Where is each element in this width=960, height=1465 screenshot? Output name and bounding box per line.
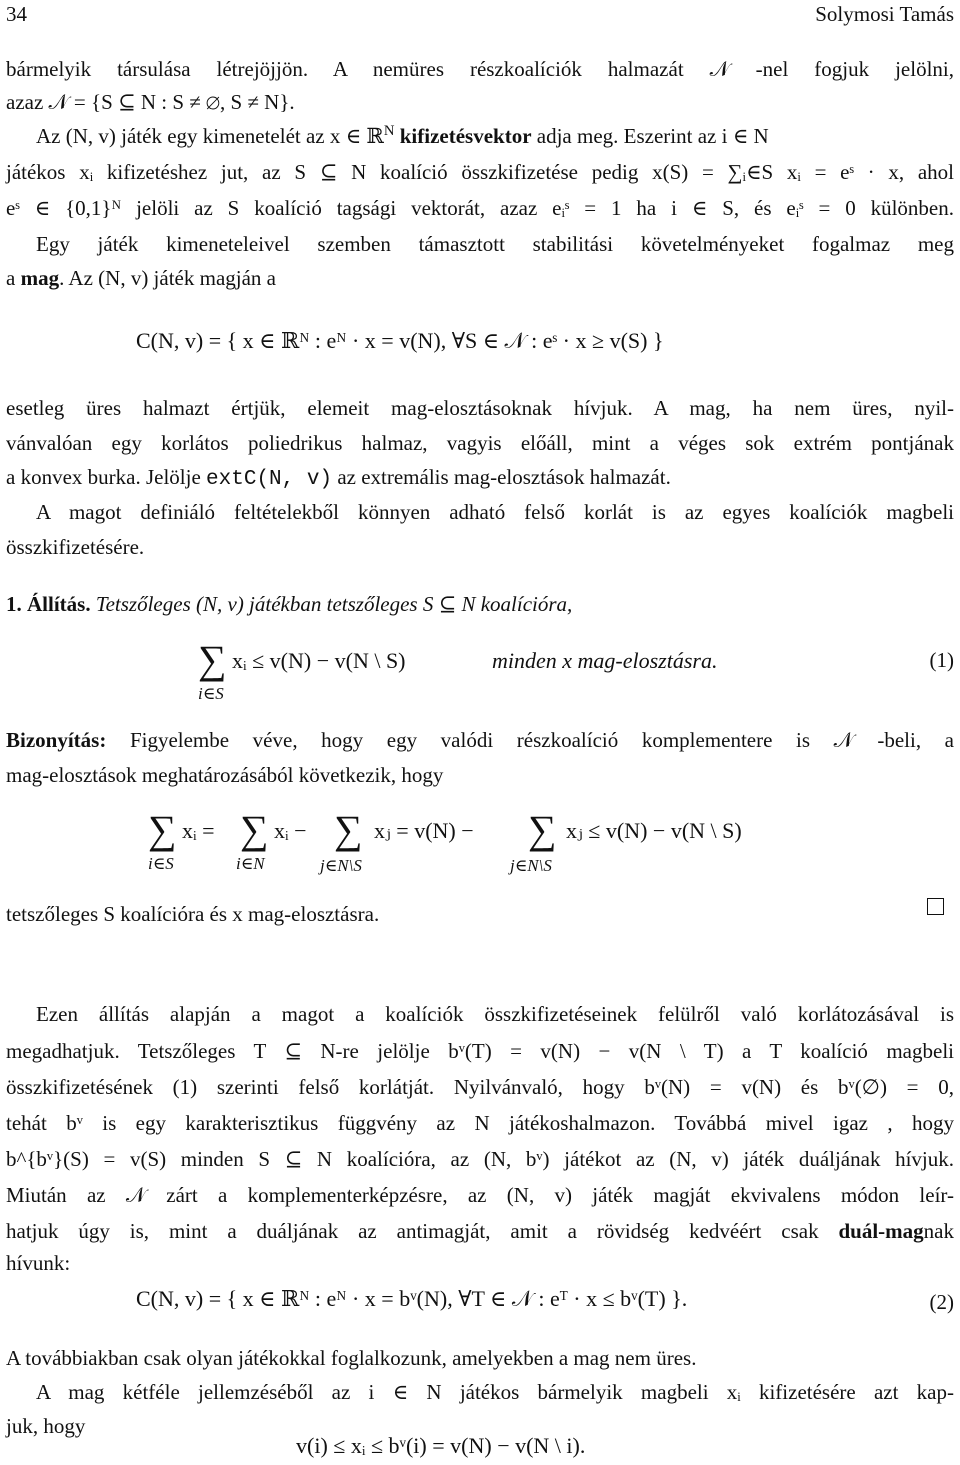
text-line: bármelyik társulása létrejöjjön. A nemüres részkoalíciók halmazát 𝒩 -nel fogjuk jelölni, <box>6 57 954 81</box>
term-dual-mag: duál-mag <box>838 1219 924 1243</box>
equation-number-1: (1) <box>929 648 954 672</box>
sum-symbol: ∑ <box>334 807 363 852</box>
equation-core: C(N, v) = { x ∈ ℝᴺ : eᴺ · x = v(N), ∀S ∈ 𝒩 : eˢ · x ≥ v(S) } <box>136 328 664 353</box>
text-span: . Az (N, v) játék magján a <box>59 266 276 290</box>
text-line <box>6 463 671 494</box>
equation-proof-term: xᵢ = <box>182 818 215 843</box>
term-kifizetesvektor: kifizetésvektor <box>394 124 532 148</box>
qed-square-icon <box>927 898 944 915</box>
ext-core-symbol: extC(N, v) <box>206 468 333 491</box>
claim-line <box>6 590 572 618</box>
page-number: 34 <box>6 2 27 26</box>
proof-label: Bizonyítás: <box>6 728 107 752</box>
claim-label: 1. Állítás. <box>6 592 91 616</box>
text-line <box>6 264 276 292</box>
text-line: vánvalóan egy korlátos poliedrikus halmaz, vagyis előáll, mint a véges sok extrém pontjának <box>6 431 954 455</box>
sum-index: j∈N\S <box>320 856 362 875</box>
sum-index: i∈N <box>236 854 265 873</box>
sum-index: i∈S <box>148 854 174 873</box>
text-span: nak <box>923 1219 954 1243</box>
text-span: Figyelembe véve, hogy egy valódi részkoalíció komplementere is 𝒩 -beli, a <box>106 728 954 752</box>
sum-symbol: ∑ <box>198 637 227 682</box>
text-line: Ezen állítás alapján a magot a koalíciók összkifizetéseinek felülről való korlátozásával is <box>36 1002 954 1026</box>
text-line: játékos xᵢ kifizetéshez jut, az S ⊆ N koalíció összkifizetése pedig x(S) = ∑ᵢ∈S xᵢ = eˢ · x, ahol <box>6 160 954 184</box>
text-line: juk, hogy <box>6 1414 86 1438</box>
text-line: hívunk: <box>6 1251 71 1275</box>
sum-symbol: ∑ <box>240 807 269 852</box>
claim-text: Tetszőleges (N, v) játékban tetszőleges S ⊆ N koalícióra, <box>90 592 573 616</box>
text-line: b^{bᵛ}(S) = v(S) minden S ⊆ N koalícióra, az (N, bᵛ) játékot az (N, v) játék duáljának hívjuk. <box>6 1147 954 1171</box>
author-name: Solymosi Tamás <box>815 2 954 26</box>
text-line: esetleg üres halmazt értjük, elemeit mag-elosztásoknak hívjuk. A mag, ha nem üres, nyil- <box>6 396 954 420</box>
text-line <box>6 1217 954 1245</box>
text-line: megadhatjuk. Tetszőleges T ⊆ N-re jelölje bᵛ(T) = v(N) − v(N \ T) a T koalíció magbeli <box>6 1039 954 1063</box>
text-line: A továbbiakban csak olyan játékokkal foglalkozunk, amelyekben a mag nem üres. <box>6 1346 697 1370</box>
text-line: eˢ ∈ {0,1}ᴺ jelöli az S koalíció tagsági vektorát, azaz eᵢˢ = 1 ha i ∈ S, és eᵢˢ = 0 különben. <box>6 196 954 220</box>
equation-1-lhs: xᵢ ≤ v(N) − v(N \ S) <box>232 648 406 673</box>
sum-index: j∈N\S <box>510 856 552 875</box>
sum-symbol: ∑ <box>148 807 177 852</box>
text-line: A magot definiáló feltételekből könnyen adható felső korlát is az egyes koalíciók magbeli <box>36 500 954 524</box>
text-line <box>36 122 769 150</box>
equation-1-text: minden x mag-elosztásra. <box>492 648 718 673</box>
equation-proof-term: xᵢ − <box>274 818 307 843</box>
text-line: Egy játék kimeneteleivel szemben támasztott stabilitási követelményeket fogalmaz meg <box>36 232 954 256</box>
text-span: a <box>6 266 21 290</box>
text-line: összkifizetésének (1) szerinti felső korlátját. Nyilvánvaló, hogy bᵛ(N) = v(N) és bᵛ(∅) = 0, <box>6 1075 954 1099</box>
text-line: Miután az 𝒩 zárt a komplementerképzésre, az (N, v) játék magját ekvivalens módon leír- <box>6 1183 954 1207</box>
page-header <box>6 2 954 28</box>
text-line: összkifizetésére. <box>6 535 145 559</box>
text-span: hatjuk úgy is, mint a duáljának az antimagját, amit a rövidség kedvéért csak <box>6 1219 839 1243</box>
equation-proof-term: xⱼ ≤ v(N) − v(N \ S) <box>566 818 742 843</box>
text-line: A mag kétféle jellemzéséből az i ∈ N játékos bármelyik magbeli xᵢ kifizetésére azt kap- <box>36 1380 954 1404</box>
text-line: azaz 𝒩 = {S ⊆ N : S ≠ ∅, S ≠ N}. <box>6 90 295 114</box>
equation-number-2: (2) <box>929 1290 954 1314</box>
term-mag: mag <box>20 266 60 290</box>
sum-index: i∈S <box>198 684 224 703</box>
equation-proof-term: xⱼ = v(N) − <box>374 818 474 843</box>
text-line: tehát bᵛ is egy karakterisztikus függvény az N játékoshalmazon. Továbbá mivel igaz , hogy <box>6 1111 954 1135</box>
text-line: tetszőleges S koalícióra és x mag-elosztásra. <box>6 902 380 926</box>
text-span: adja meg. Eszerint az i ∈ N <box>531 124 769 148</box>
sum-symbol: ∑ <box>528 807 557 852</box>
equation-last: v(i) ≤ xᵢ ≤ bᵛ(i) = v(N) − v(N \ i). <box>296 1433 586 1458</box>
text-span: az extremális mag-elosztások halmazát. <box>332 465 671 489</box>
proof-line <box>6 726 954 754</box>
text-span: Az (N, v) játék egy kimenetelét az x ∈ ℝ <box>36 124 384 148</box>
text-line: mag-elosztások meghatározásából következik, hogy <box>6 763 444 787</box>
text-span: a konvex burka. Jelölje <box>6 465 207 489</box>
superscript: N <box>383 123 395 139</box>
equation-2: C(N, v) = { x ∈ ℝᴺ : eᴺ · x = bᵛ(N), ∀T ∈ 𝒩 : eᵀ · x ≤ bᵛ(T) }. <box>136 1286 688 1311</box>
